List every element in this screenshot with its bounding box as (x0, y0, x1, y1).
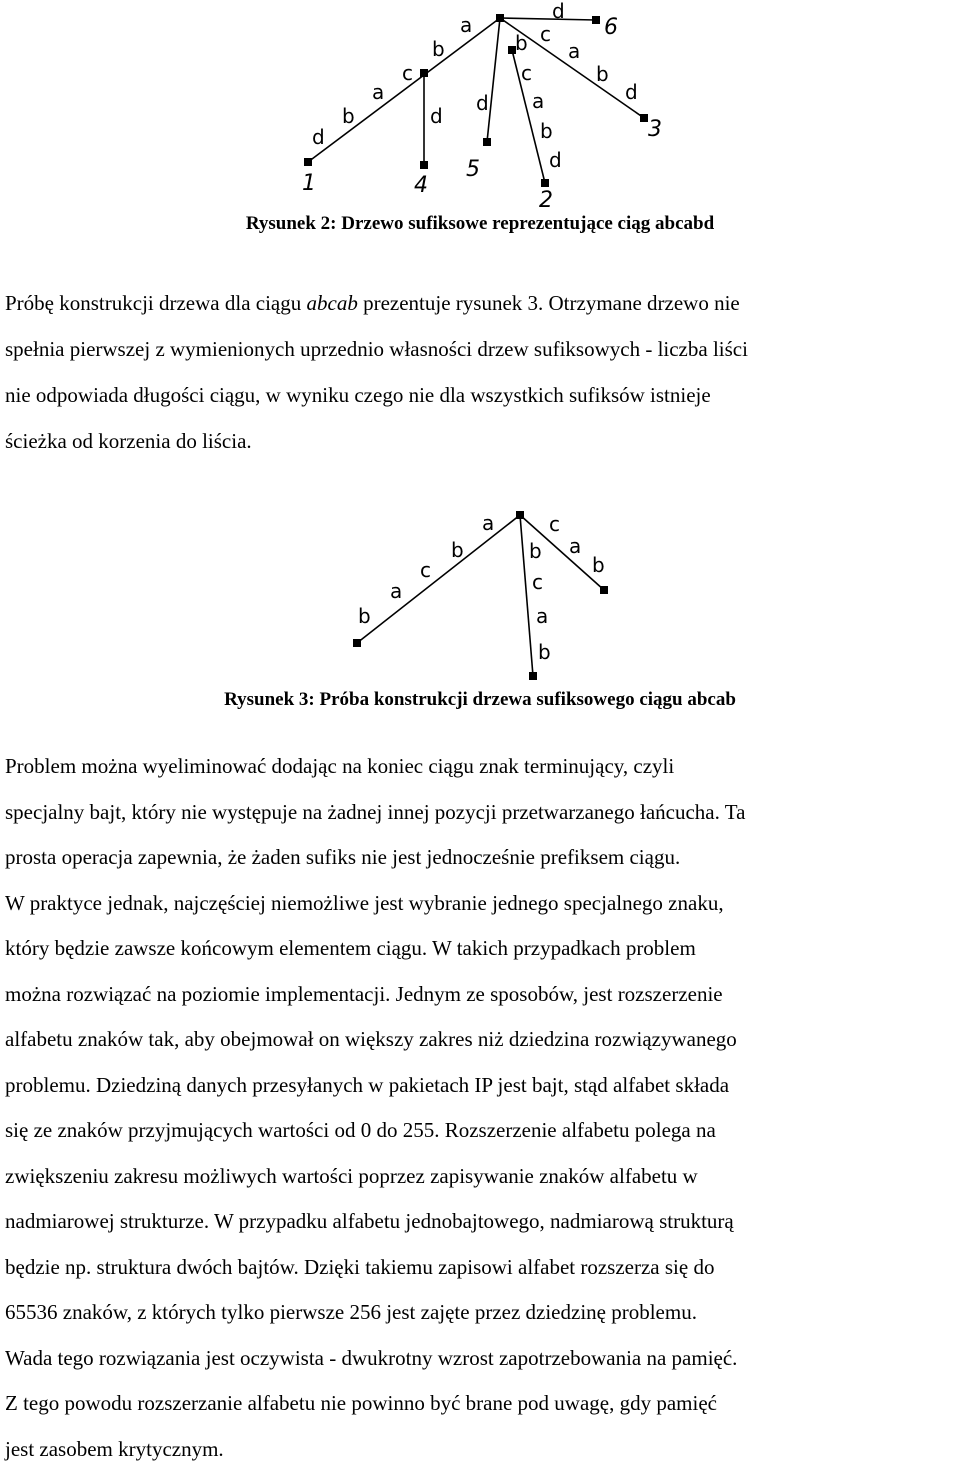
edge-label: b (432, 37, 445, 61)
leaf-number: 2 (539, 188, 553, 213)
edge-label: a (460, 13, 473, 37)
text-line: zwiększeniu zakresu możliwych wartości poprzez zapisywanie znaków alfabetu w (5, 1163, 698, 1188)
text-line: można rozwiązać na poziomie implementacji. Jednym ze sposobów, jest rozszerzenie (5, 981, 723, 1006)
leaf-number: 5 (466, 157, 480, 182)
edge-label: b (538, 640, 551, 664)
italic-term: abcab (306, 291, 358, 315)
edge-label: a (568, 39, 581, 63)
main-paragraph (5, 744, 957, 1472)
text-line: problemu. Dziedziną danych przesyłanych w pakietach IP jest bajt, stąd alfabet składa (5, 1072, 730, 1097)
text-line: Wada tego rozwiązania jest oczywista - dwukrotny wzrost zapotrzebowania na pamięć. (5, 1345, 738, 1370)
leaf-number: 6 (604, 15, 618, 40)
edge-label: d (552, 0, 565, 23)
text-line: spełnia pierwszej z wymienionych uprzednio własności drzew sufiksowych - liczba liści (5, 337, 748, 361)
tree-leaf-node (600, 586, 608, 594)
edge-label: d (476, 91, 489, 115)
text-line: Problem można wyeliminować dodając na koniec ciągu znak terminujący, czyli (5, 754, 675, 778)
edge-label: c (532, 570, 543, 594)
edge-label: c (549, 512, 560, 536)
text-line: alfabetu znaków tak, aby obejmował on większy zakres niż dziedzina rozwiązywanego (5, 1027, 737, 1051)
tree-root-node (516, 511, 524, 519)
edge-label: d (625, 80, 638, 104)
edge-label: b (529, 539, 542, 563)
text-line: W praktyce jednak, najczęściej niemożliwe jest wybranie jednego specjalnego znaku, (5, 890, 724, 915)
tree-leaf-node (353, 639, 361, 647)
edge-label: c (521, 61, 532, 85)
edge-label: a (532, 89, 545, 113)
text-line: ścieżka od korzenia do liścia. (5, 429, 252, 453)
edge-label: c (402, 61, 413, 85)
edge-label: b (596, 62, 609, 86)
text-line: 65536 znaków, z których tylko pierwsze 256 jest zajęte przez dziedzinę problemu. (5, 1300, 697, 1324)
edge-label: a (569, 534, 582, 558)
edge-label: b (358, 604, 371, 628)
edge-label: b (592, 553, 605, 577)
text-line: będzie np. struktura dwóch bajtów. Dzięki takiemu zapisowi alfabet rozszerza się do (5, 1254, 715, 1279)
text-line: prosta operacja zapewnia, że żaden sufiks nie jest jednocześnie prefiksem ciągu. (5, 845, 681, 869)
text-line: Z tego powodu rozszerzanie alfabetu nie powinno być brane pod uwagę, gdy pamięć (5, 1391, 717, 1415)
text-line: się ze znaków przyjmujących wartości od 0 do 255. Rozszerzenie alfabetu polega na (5, 1118, 716, 1142)
edge-label: c (540, 22, 551, 46)
text-line: specjalny bajt, który nie występuje na żadnej innej pozycji przetwarzanego łańcucha. Ta (5, 799, 746, 824)
text-line: Próbę konstrukcji drzewa dla ciągu abcab prezentuje rysunek 3. Otrzymane drzewo nie (5, 291, 740, 315)
figure-2-caption: Rysunek 2: Drzewo sufiksowe reprezentujące ciąg abcabd (245, 213, 715, 234)
edge-label: d (312, 125, 325, 149)
text-line: jest zasobem krytycznym. (5, 1436, 224, 1461)
edge-label: a (482, 511, 495, 535)
edge-label: a (390, 579, 403, 603)
text-line: nadmiarowej strukturze. W przypadku alfabetu jednobajtowego, nadmiarową strukturą (5, 1209, 734, 1233)
edge-label: c (420, 558, 431, 582)
edge-label: b (342, 104, 355, 128)
leaf-number: 4 (414, 173, 428, 198)
edge-label: a (372, 80, 385, 104)
text-line: nie odpowiada długości ciągu, w wyniku czego nie dla wszystkich sufiksów istnieje (5, 383, 711, 407)
tree-edge (357, 515, 520, 643)
edge-label: b (515, 31, 528, 55)
text-line: który będzie zawsze końcowym elementem ciągu. W takich przypadkach problem (5, 936, 696, 960)
edge-label: b (540, 119, 553, 143)
figure-3-caption: Rysunek 3: Próba konstrukcji drzewa sufiksowego ciągu abcab (224, 689, 736, 710)
edge-label: d (430, 104, 443, 128)
leaf-number: 3 (648, 117, 662, 142)
edge-label: d (549, 148, 562, 172)
figure-3-tree (0, 0, 960, 700)
edge-label: b (451, 538, 464, 562)
tree-leaf-node (529, 672, 537, 680)
edge-label: a (536, 604, 549, 628)
leaf-number: 1 (302, 171, 316, 196)
